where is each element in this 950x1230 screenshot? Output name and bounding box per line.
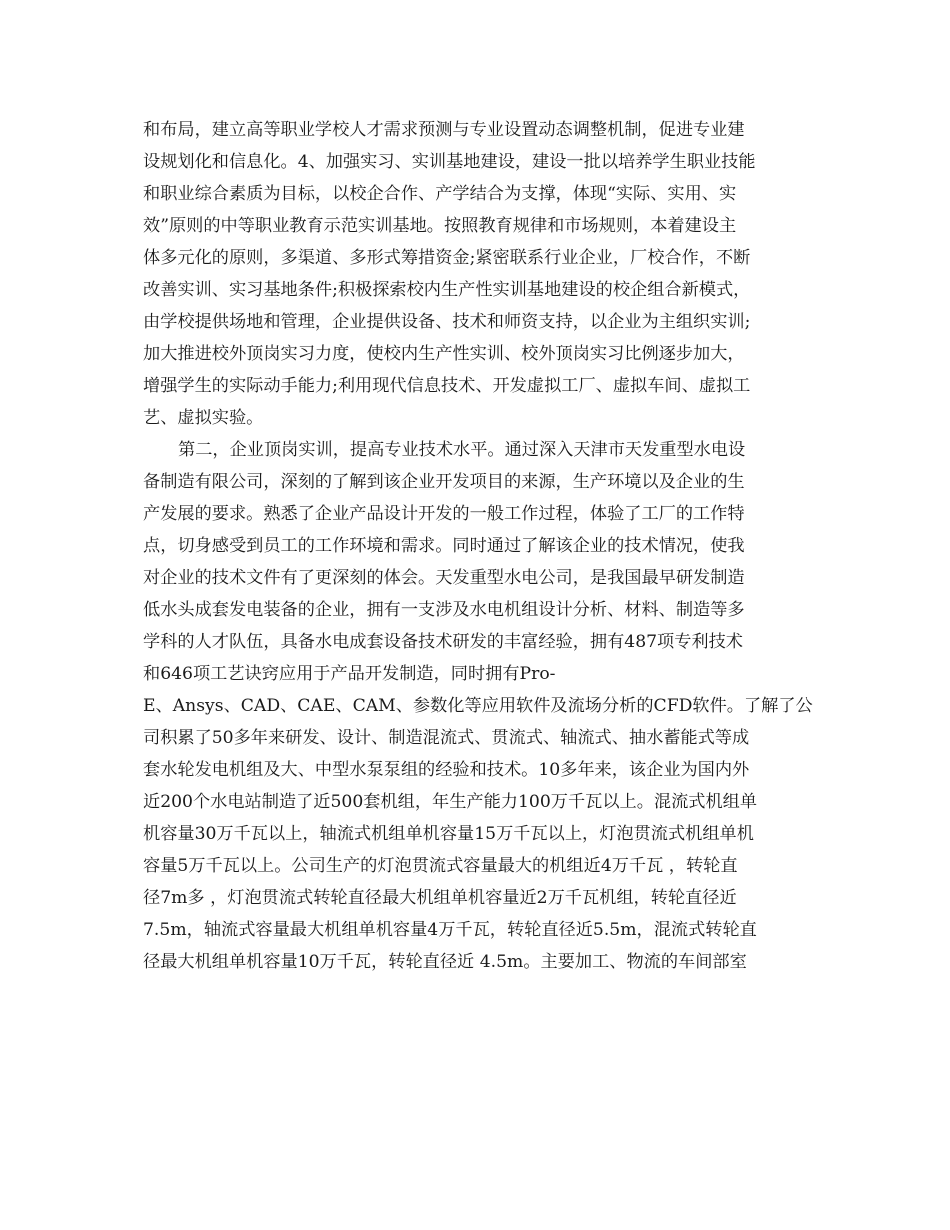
text-line: E、Ansys、CAD、CAE、CAM、参数化等应用软件及流场分析的CFD软件。了解了公 [143,696,813,716]
text-line: 效”原则的中等职业教育示范实训基地。按照教育规律和市场规则，本着建设主 [143,216,737,236]
text-line: 和职业综合素质为目标，以校企合作、产学结合为支撑，体现“实际、实用、实 [143,184,737,204]
text-line: 增强学生的实际动手能力;利用现代信息技术、开发虚拟工厂、虚拟车间、虚拟工 [143,376,751,396]
text-line: 改善实训、实习基地条件;积极探索校内生产性实训基地建设的校企组合新模式， [143,280,751,300]
text-line: 备制造有限公司，深刻的了解到该企业开发项目的来源，生产环境以及企业的生 [143,472,745,492]
text-line: 和646项工艺诀窍应用于产品开发制造，同时拥有Pro- [143,664,556,684]
body-text [143,114,823,978]
text-line: 艺、虚拟实验。 [143,408,264,428]
text-line: 由学校提供场地和管理，企业提供设备、技术和师资支持，以企业为主组织实训; [143,312,751,332]
text-line: 体多元化的原则，多渠道、多形式筹措资金;紧密联系行业企业，厂校合作，不断 [143,248,751,268]
text-line: 套水轮发电机组及大、中型水泵泵组的经验和技术。10多年来，该企业为国内外 [143,760,750,780]
text-line: 产发展的要求。熟悉了企业产品设计开发的一般工作过程，体验了工厂的工作特 [143,504,745,524]
paragraph-start-line: 第二，企业顶岗实训，提高专业技术水平。通过深入天津市天发重型水电设 [178,440,746,460]
text-line: 加大推进校外顶岗实习力度，使校内生产性实训、校外顶岗实习比例逐步加大， [143,344,745,364]
text-line: 近200个水电站制造了近500套机组，年生产能力100万千瓦以上。混流式机组单 [143,792,758,812]
text-line: 和布局，建立高等职业学校人才需求预测与专业设置动态调整机制，促进专业建 [143,120,745,140]
text-line: 点，切身感受到员工的工作环境和需求。同时通过了解该企业的技术情况，使我 [143,536,745,556]
text-line: 径7m多 ，灯泡贯流式转轮直径最大机组单机容量近2万千瓦机组，转轮直径近 [143,888,737,908]
text-line: 设规划化和信息化。4、加强实习、实训基地建设，建设一批以培养学生职业技能 [143,152,756,172]
text-line: 学科的人才队伍，具备水电成套设备技术研发的丰富经验，拥有487项专利技术 [143,632,743,652]
text-line: 容量5万千瓦以上。公司生产的灯泡贯流式容量最大的机组近4万千瓦 ，转轮直 [143,856,738,876]
text-line: 司积累了50多年来研发、设计、制造混流式、贯流式、轴流式、抽水蓄能式等成 [143,728,750,748]
text-line: 低水头成套发电装备的企业，拥有一支涉及水电机组设计分析、材料、制造等多 [143,600,745,620]
text-line: 7.5m，轴流式容量最大机组单机容量4万千瓦，转轮直径近5.5m，混流式转轮直 [143,920,757,940]
text-line: 径最大机组单机容量10万千瓦，转轮直径近 4.5m。主要加工、物流的车间部室 [143,952,747,972]
text-line: 对企业的技术文件有了更深刻的体会。天发重型水电公司，是我国最早研发制造 [143,568,745,588]
text-line: 机容量30万千瓦以上，轴流式机组单机容量15万千瓦以上，灯泡贯流式机组单机 [143,824,754,844]
